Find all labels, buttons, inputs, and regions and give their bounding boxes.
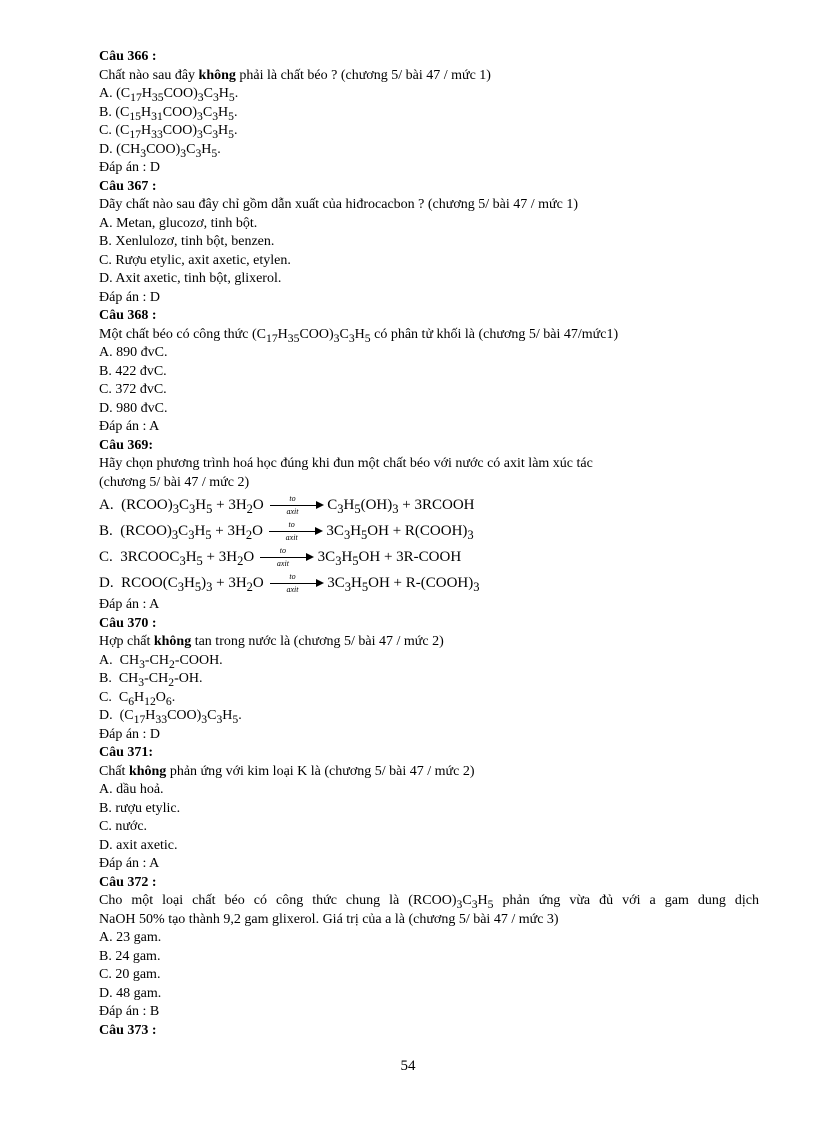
- page-number: 54: [400, 1058, 416, 1074]
- question-369-answer: Đáp án : A: [99, 597, 160, 612]
- question-366-stem: Chất nào sau đây không phải là chất béo ? (chương 5/ bài 47 / mức 1): [99, 67, 491, 83]
- reaction-arrow: to axit: [258, 544, 314, 570]
- reaction-arrow: to axit: [268, 492, 324, 518]
- question-371-option-a: A. dầu hoả.: [99, 782, 164, 797]
- question-366-option-c: C. $(C_{17}H_{33}COO)_3C_3H_5$.: [99, 123, 238, 141]
- question-368-answer: Đáp án : A: [99, 419, 160, 434]
- question-372-title: Câu 372 :: [99, 874, 157, 890]
- question-371-option-b: B. rượu etylic.: [99, 800, 181, 816]
- question-367-answer: Đáp án : D: [99, 289, 161, 305]
- question-369-option-b: B. $(RCOO)_3C_3H_5 + 3H_2O$ to axit $3C_3H_5OH$ + $R(COOH)_3$: [99, 520, 474, 542]
- question-372-option-c: C. 20 gam.: [99, 967, 161, 982]
- question-370-stem: Hợp chất không tan trong nước là (chương 5/ bài 47 / mức 2): [99, 634, 444, 649]
- question-371-option-d: D. axit axetic.: [99, 837, 178, 853]
- question-370-option-a: A. $CH_3-CH_2$-COOH.: [99, 652, 223, 671]
- question-366-option-a: A. $(C_{17}H_{35}COO)_3C_3H_5$.: [99, 86, 239, 104]
- question-367-option-b: B. Xenlulozơ, tinh bột, benzen.: [99, 234, 275, 249]
- question-372-option-d: D. 48 gam.: [99, 985, 162, 1001]
- question-371-option-c: C. nước.: [99, 819, 148, 834]
- question-366-title: Câu 366 :: [99, 49, 157, 64]
- question-370-option-c: C. $C_6H_{12}O_6$.: [99, 689, 176, 708]
- question-366-option-b: B. $(C_{15}H_{31}COO)_3C_3H_5$.: [99, 104, 238, 123]
- question-372-option-b: B. 24 gam.: [99, 948, 161, 964]
- question-369-stem-line2: (chương 5/ bài 47 / mức 2): [99, 474, 250, 490]
- question-368-option-b: B. 422 đvC.: [99, 363, 167, 379]
- question-368-title: Câu 368 :: [99, 308, 157, 323]
- question-366-option-d: D. $(CH_3COO)_3C_3H_5$.: [99, 141, 221, 160]
- question-373-title: Câu 373 :: [99, 1022, 157, 1038]
- question-372-answer: Đáp án : B: [99, 1004, 160, 1019]
- question-369-stem-line1: Hãy chọn phương trình hoá học đúng khi đun một chất béo với nước có axit làm xúc tác: [99, 456, 593, 471]
- question-370-option-b: B. $CH_3-CH_2-OH$.: [99, 671, 203, 689]
- question-368-option-a: A. 890 đvC.: [99, 345, 168, 360]
- question-372-option-a: A. 23 gam.: [99, 930, 162, 945]
- question-370-title: Câu 370 :: [99, 615, 157, 631]
- question-371-answer: Đáp án : A: [99, 856, 160, 871]
- reaction-arrow: to axit: [268, 570, 324, 596]
- question-368-stem: Một chất béo có công thức $(C_{17}H_{35}COO)_3C_3H_5$ có phân tử khối là (chương 5/ bài 47/mức1): [99, 326, 619, 345]
- question-369-title: Câu 369:: [99, 437, 154, 453]
- question-372-stem-line1: Cho một loại chất béo có công thức chung là $(RCOO)_3C_3H_5$ phản ứng vừa đủ với a gam dung dịch: [99, 893, 759, 911]
- question-372-stem-line2: NaOH 50% tạo thành 9,2 gam glixerol. Giá trị của a là (chương 5/ bài 47 / mức 3): [99, 911, 559, 927]
- question-369-option-c: C. $3RCOOC_3H_5 + 3H_2O$ to axit $3C_3H_5OH$ + 3R-COOH: [99, 546, 462, 568]
- question-367-title: Câu 367 :: [99, 178, 157, 194]
- question-367-option-d: D. Axit axetic, tinh bột, glixerol.: [99, 271, 282, 286]
- question-370-answer: Đáp án : D: [99, 726, 161, 742]
- question-368-option-d: D. 980 đvC.: [99, 400, 168, 416]
- question-369-option-a: A. $(RCOO)_3C_3H_5 + 3H_2O$ to axit $C_3H_5(OH)_3$ + 3RCOOH: [99, 494, 475, 516]
- reaction-arrow: to axit: [267, 518, 323, 544]
- question-370-option-d: D. $(C_{17}H_{33}COO)_3C_3H_5$.: [99, 708, 242, 726]
- question-371-stem: Chất không phản ứng với kim loại K là (chương 5/ bài 47 / mức 2): [99, 763, 475, 779]
- question-368-option-c: C. 372 đvC.: [99, 382, 167, 397]
- question-367-option-c: C. Rượu etylic, axit axetic, etylen.: [99, 252, 291, 268]
- question-367-option-a: A. Metan, glucozơ, tinh bột.: [99, 215, 258, 231]
- document-page: [99, 48, 759, 1040]
- question-367-stem: Dãy chất nào sau đây chỉ gồm dẫn xuất của hiđrocacbon ? (chương 5/ bài 47 / mức 1): [99, 197, 578, 212]
- question-371-title: Câu 371:: [99, 745, 154, 760]
- question-366-answer: Đáp án : D: [99, 160, 161, 175]
- question-369-option-d: D. $RCOO(C_3H_5)_3 + 3H_2O$ to axit $3C_3H_5OH$ + $R-(COOH)_3$: [99, 572, 480, 594]
